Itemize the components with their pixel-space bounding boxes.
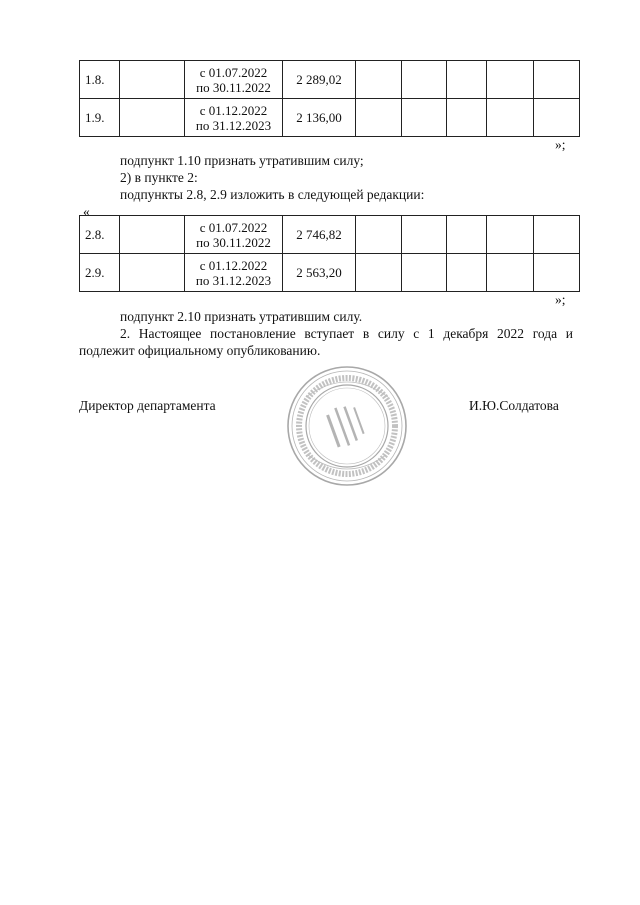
paragraph-2-10: подпункт 2.10 признать утратившим силу.: [120, 309, 363, 324]
empty-cell: [534, 216, 580, 254]
empty-cell: [120, 61, 185, 99]
tariff-value: 2 289,02: [283, 61, 356, 99]
empty-cell: [356, 254, 402, 292]
empty-cell: [356, 216, 402, 254]
tariff-value: 2 136,00: [283, 99, 356, 137]
period-from: с 01.07.2022: [199, 219, 268, 235]
empty-cell: [447, 99, 487, 137]
period-to: по 30.11.2022: [196, 234, 271, 250]
empty-cell: [447, 61, 487, 99]
tariff-value: 2 746,82: [283, 216, 356, 254]
empty-cell: [120, 254, 185, 292]
row-number: 1.9.: [80, 99, 120, 137]
empty-cell: [487, 216, 534, 254]
closing-quote: »;: [555, 292, 566, 307]
empty-cell: [402, 61, 447, 99]
empty-cell: [487, 99, 534, 137]
closing-quote: »;: [555, 137, 566, 152]
period-to: по 31.12.2023: [195, 272, 272, 288]
period-cell: [185, 216, 283, 254]
period-to: по 31.12.2023: [195, 117, 272, 133]
signature-position: Директор департамента: [79, 398, 216, 413]
empty-cell: [402, 216, 447, 254]
paragraph-effective-date: 2. Настоящее постановление вступает в силу с 1 декабря 2022 года и подлежит официальному опубликованию.: [79, 326, 573, 358]
empty-cell: [402, 254, 447, 292]
period-cell: [185, 254, 283, 292]
tariff-table-2: [79, 215, 580, 292]
empty-cell: [356, 99, 402, 137]
period-cell: [185, 61, 283, 99]
paragraph-1-10: подпункт 1.10 признать утратившим силу;: [120, 153, 364, 168]
empty-cell: [534, 99, 580, 137]
period-from: с 01.07.2022: [199, 64, 268, 80]
empty-cell: [120, 216, 185, 254]
opening-quote: «: [83, 204, 90, 219]
signature-name: И.Ю.Солдатова: [469, 398, 559, 413]
table-row: [80, 61, 580, 99]
empty-cell: [534, 254, 580, 292]
empty-cell: [487, 254, 534, 292]
empty-cell: [120, 99, 185, 137]
paragraph-2-8-2-9: подпункты 2.8, 2.9 изложить в следующей редакции:: [120, 187, 425, 202]
period-from: с 01.12.2022: [199, 102, 268, 118]
official-seal-stamp: [286, 365, 408, 487]
table-row: [80, 216, 580, 254]
period-cell: [185, 99, 283, 137]
empty-cell: [402, 99, 447, 137]
table-row: [80, 99, 580, 137]
empty-cell: [534, 61, 580, 99]
empty-cell: [447, 216, 487, 254]
row-number: 2.8.: [80, 216, 120, 254]
empty-cell: [356, 61, 402, 99]
tariff-value: 2 563,20: [283, 254, 356, 292]
paragraph-point-2: 2) в пункте 2:: [120, 170, 198, 185]
tariff-table-1: [79, 60, 580, 137]
row-number: 2.9.: [80, 254, 120, 292]
empty-cell: [447, 254, 487, 292]
period-from: с 01.12.2022: [199, 257, 268, 273]
empty-cell: [487, 61, 534, 99]
table-row: [80, 254, 580, 292]
period-to: по 30.11.2022: [196, 79, 271, 95]
row-number: 1.8.: [80, 61, 120, 99]
